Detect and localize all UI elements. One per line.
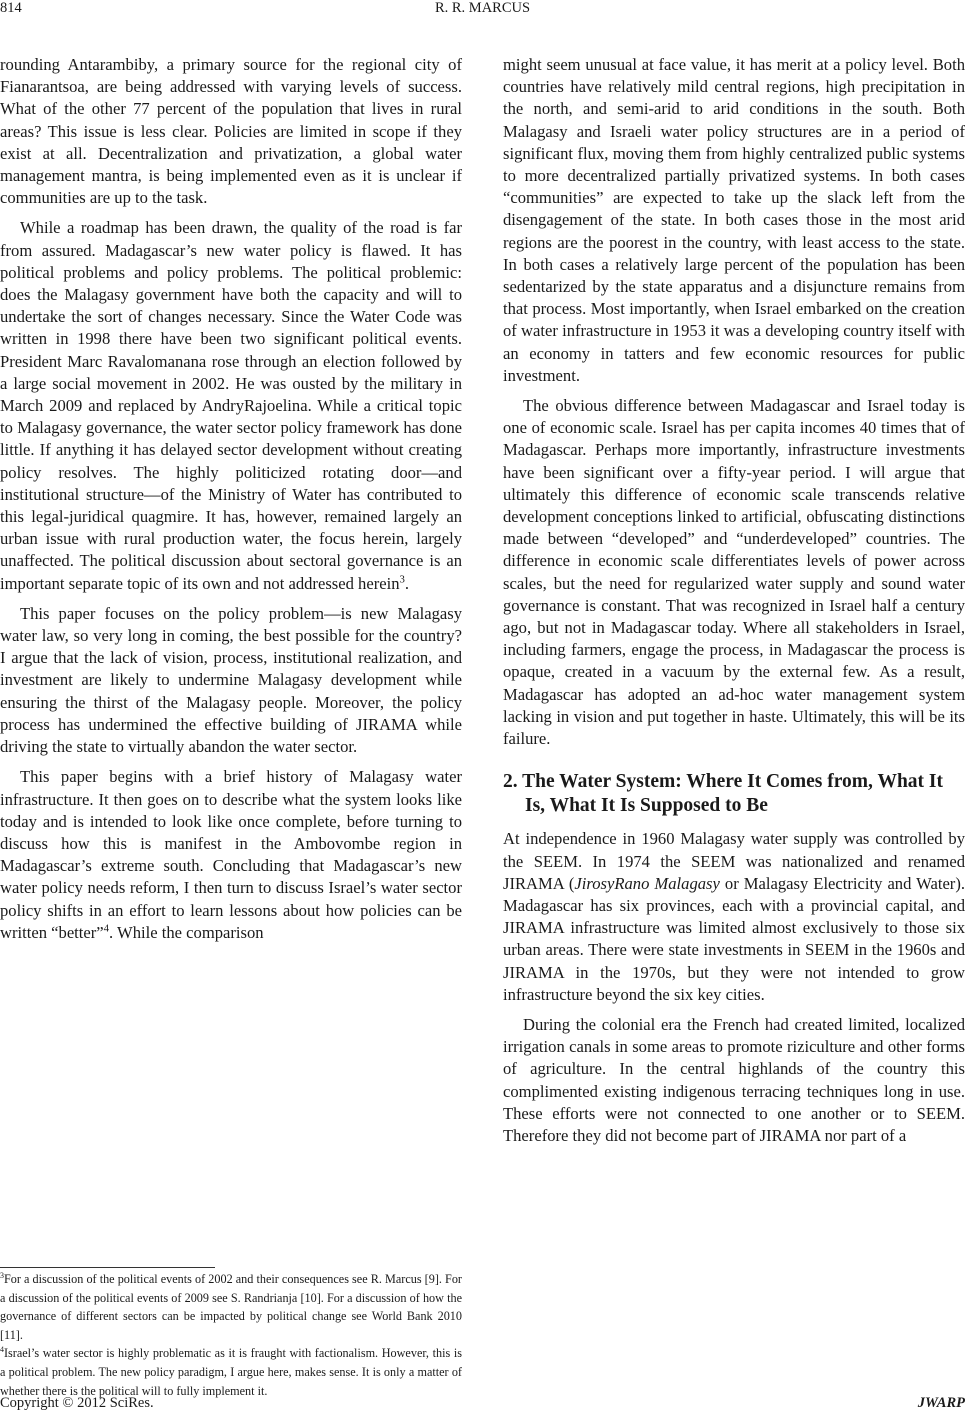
section-heading: 2. The Water System: Where It Comes from, What It Is, What It Is Supposed to Be — [503, 771, 943, 817]
paragraph-text: or Malagasy Electricity and Water). Madagascar has six provinces, each with a provincial capital, and JIRAMA infrastructure was limited almost exclusively to those six urban areas. There were state investments in SEEM in the 1960s and JIRAMA in the 1970s, but they were not intended to grow infrastructure beyond the six key cities. — [503, 873, 965, 1004]
paragraph-text-end: . While the comparison — [109, 922, 264, 942]
journal-abbreviation: JWARP — [917, 1395, 965, 1411]
paragraph: The obvious difference between Madagascar and Israel today is one of economic scale. Israel has per capita incomes 40 times that of Madagascar. Perhaps more importantly, infrastructure investments have been significant over a fifty-year period. I will argue that ultimately this difference of economic scale transcends relative development conceptions linked to artificial, obfuscating distinctions made between “developed” and “underdeveloped” countries. The difference in economic scale differentiates levels of power across scales, but the need for regularized water supply and sound water governance is constant. That was recognized in Israel half a century ago, but not in Madagascar today. Where all stakeholders in Israel, including farmers, engage the process, in Madagascar the process is opaque, created in a vacuum by the external few. As a result, Madagascar has adopted an ad-hoc water management system lacking in vision and put together in haste. Ultimately, this will be its failure. — [503, 396, 965, 749]
paragraph: This paper focuses on the policy problem—is new Malagasy water law, so very long in coming, the best possible for the country? I argue that the lack of vision, process, institutional realization, and investment are likely to undermine Malagasy development while ensuring the thirst of the Malagasy people. Moreover, the policy process has undermined the effective building of JIRAMA while driving the state to virtually abandon the water sector. — [0, 603, 462, 757]
paragraph-text: While a roadmap has been drawn, the quality of the road is far from assured. Madagascar’s new water policy is flawed. It has political problems and policy problems. The political problemic: does the Malagasy government have both the capacity and will to undertake the sort of changes necessary. Since the Water Code was written in 1998 there have been two significant political events. President Marc Ravalomanana rose through an election followed by a large social movement in 2002. He was ousted by the military in March 2009 and replaced by AndryRajoelina. While a critical topic to Malagasy governance, the water sector policy framework has done little. If anything it has delayed sector development without creating policy resolves. The highly politicized rotating door—and institutional structure—of the Ministry of Water has contributed to this legal-juridical quagmire. It has, however, remained largely an urban issue with rural production water, the focus herein, largely unaffected. The political discussion about sectoral governance is an important separate topic of its own and not addressed herein — [0, 218, 462, 593]
right-column — [503, 54, 965, 1147]
paragraph-text: At independence in 1960 Malagasy water supply was controlled by the SEEM. In 1974 the SEEM was nationalized and renamed JIRAMA ( — [503, 829, 965, 893]
paragraph: might seem unusual at face value, it has merit at a policy level. Both countries have relatively mild central regions, high precipitation in the north, and semi-arid to arid conditions in the south. Both Malagasy and Israeli water policy structures are in a period of significant flux, moving them from highly centralized public systems to more decentralized partially privatized systems. In both cases “communities” are expected to take up the slack left from the disengagement of the state. In both cases those in the most arid regions are the poorest in the country, with least access to the state. In both cases a relatively large percent of the population has been sedentarized by the state apparatus and a disjuncture remains from that process. Most importantly, when Israel embarked on the creation of water infrastructure in 1953 it was a developing country itself with an economy in tatters and few economic resources for public investment. — [503, 55, 965, 385]
paragraph-text-end: . — [404, 573, 410, 593]
footnote-divider — [0, 1267, 215, 1268]
footnote-text: For a discussion of the political events of 2002 and their consequences see R. Marcus [9]. For a discussion of the political events of 2009 see S. Randrianja [10]. For a discussion of how the governance of different sectors can be impacted by political change see World Bank 2010 [11]. — [0, 1272, 462, 1342]
footnote-4 — [0, 1344, 462, 1400]
left-column — [0, 54, 462, 944]
paragraph-text: This paper begins with a brief history of Malagasy water infrastructure. It then goes on to describe what the system looks like today and is intended to look like once complete, before turning to discuss how this is manifest in the Ambovombe region in Madagascar’s extreme south. Concluding that Madagascar’s new water policy needs reform, I then turn to discuss Israel’s water sector policy shifts in an effort to learn lessons about how policies can be written “better” — [0, 767, 462, 942]
paragraph — [503, 828, 965, 1006]
footnote-3 — [0, 1270, 462, 1344]
footnote-number: 3 — [0, 1270, 4, 1280]
footnote-number: 4 — [0, 1345, 4, 1355]
footnote-text: Israel’s water sector is highly problematic as it is fraught with factionalism. However, this is a political problem. The new policy paradigm, I argue here, makes sense. It is only a matter of whether there is the political will to fully implement it. — [0, 1346, 462, 1398]
paragraph — [0, 766, 462, 944]
page-number: 814 — [0, 0, 22, 16]
italic-term: JirosyRano Malagasy — [574, 873, 720, 893]
footnote-ref-3[interactable]: 3 — [399, 573, 405, 586]
running-header-author: R. R. MARCUS — [434, 0, 531, 16]
paragraph: rounding Antarambiby, a primary source for the regional city of Fianarantsoa, are being addressed with varying levels of success. What of the other 77 percent of the population that lives in rural areas? This issue is less clear. Policies are limited in scope if they exist at all. Decentralization and privatization, a global water management mantra, is being implemented even as it is unclear if communities are up to the task. — [0, 55, 462, 208]
footnotes — [0, 1270, 462, 1400]
paragraph — [0, 217, 462, 594]
footnote-ref-4[interactable]: 4 — [103, 922, 110, 935]
copyright-footer: Copyright © 2012 SciRes. — [0, 1395, 154, 1411]
paragraph: During the colonial era the French had created limited, localized irrigation canals in some areas to promote riziculture and other forms of agriculture. In the central highlands of the country this complimented existing indigenous terracing techniques long in use. These efforts were not connected to one another or to SEEM. Therefore they did not become part of JIRAMA nor part of a — [503, 1014, 965, 1145]
